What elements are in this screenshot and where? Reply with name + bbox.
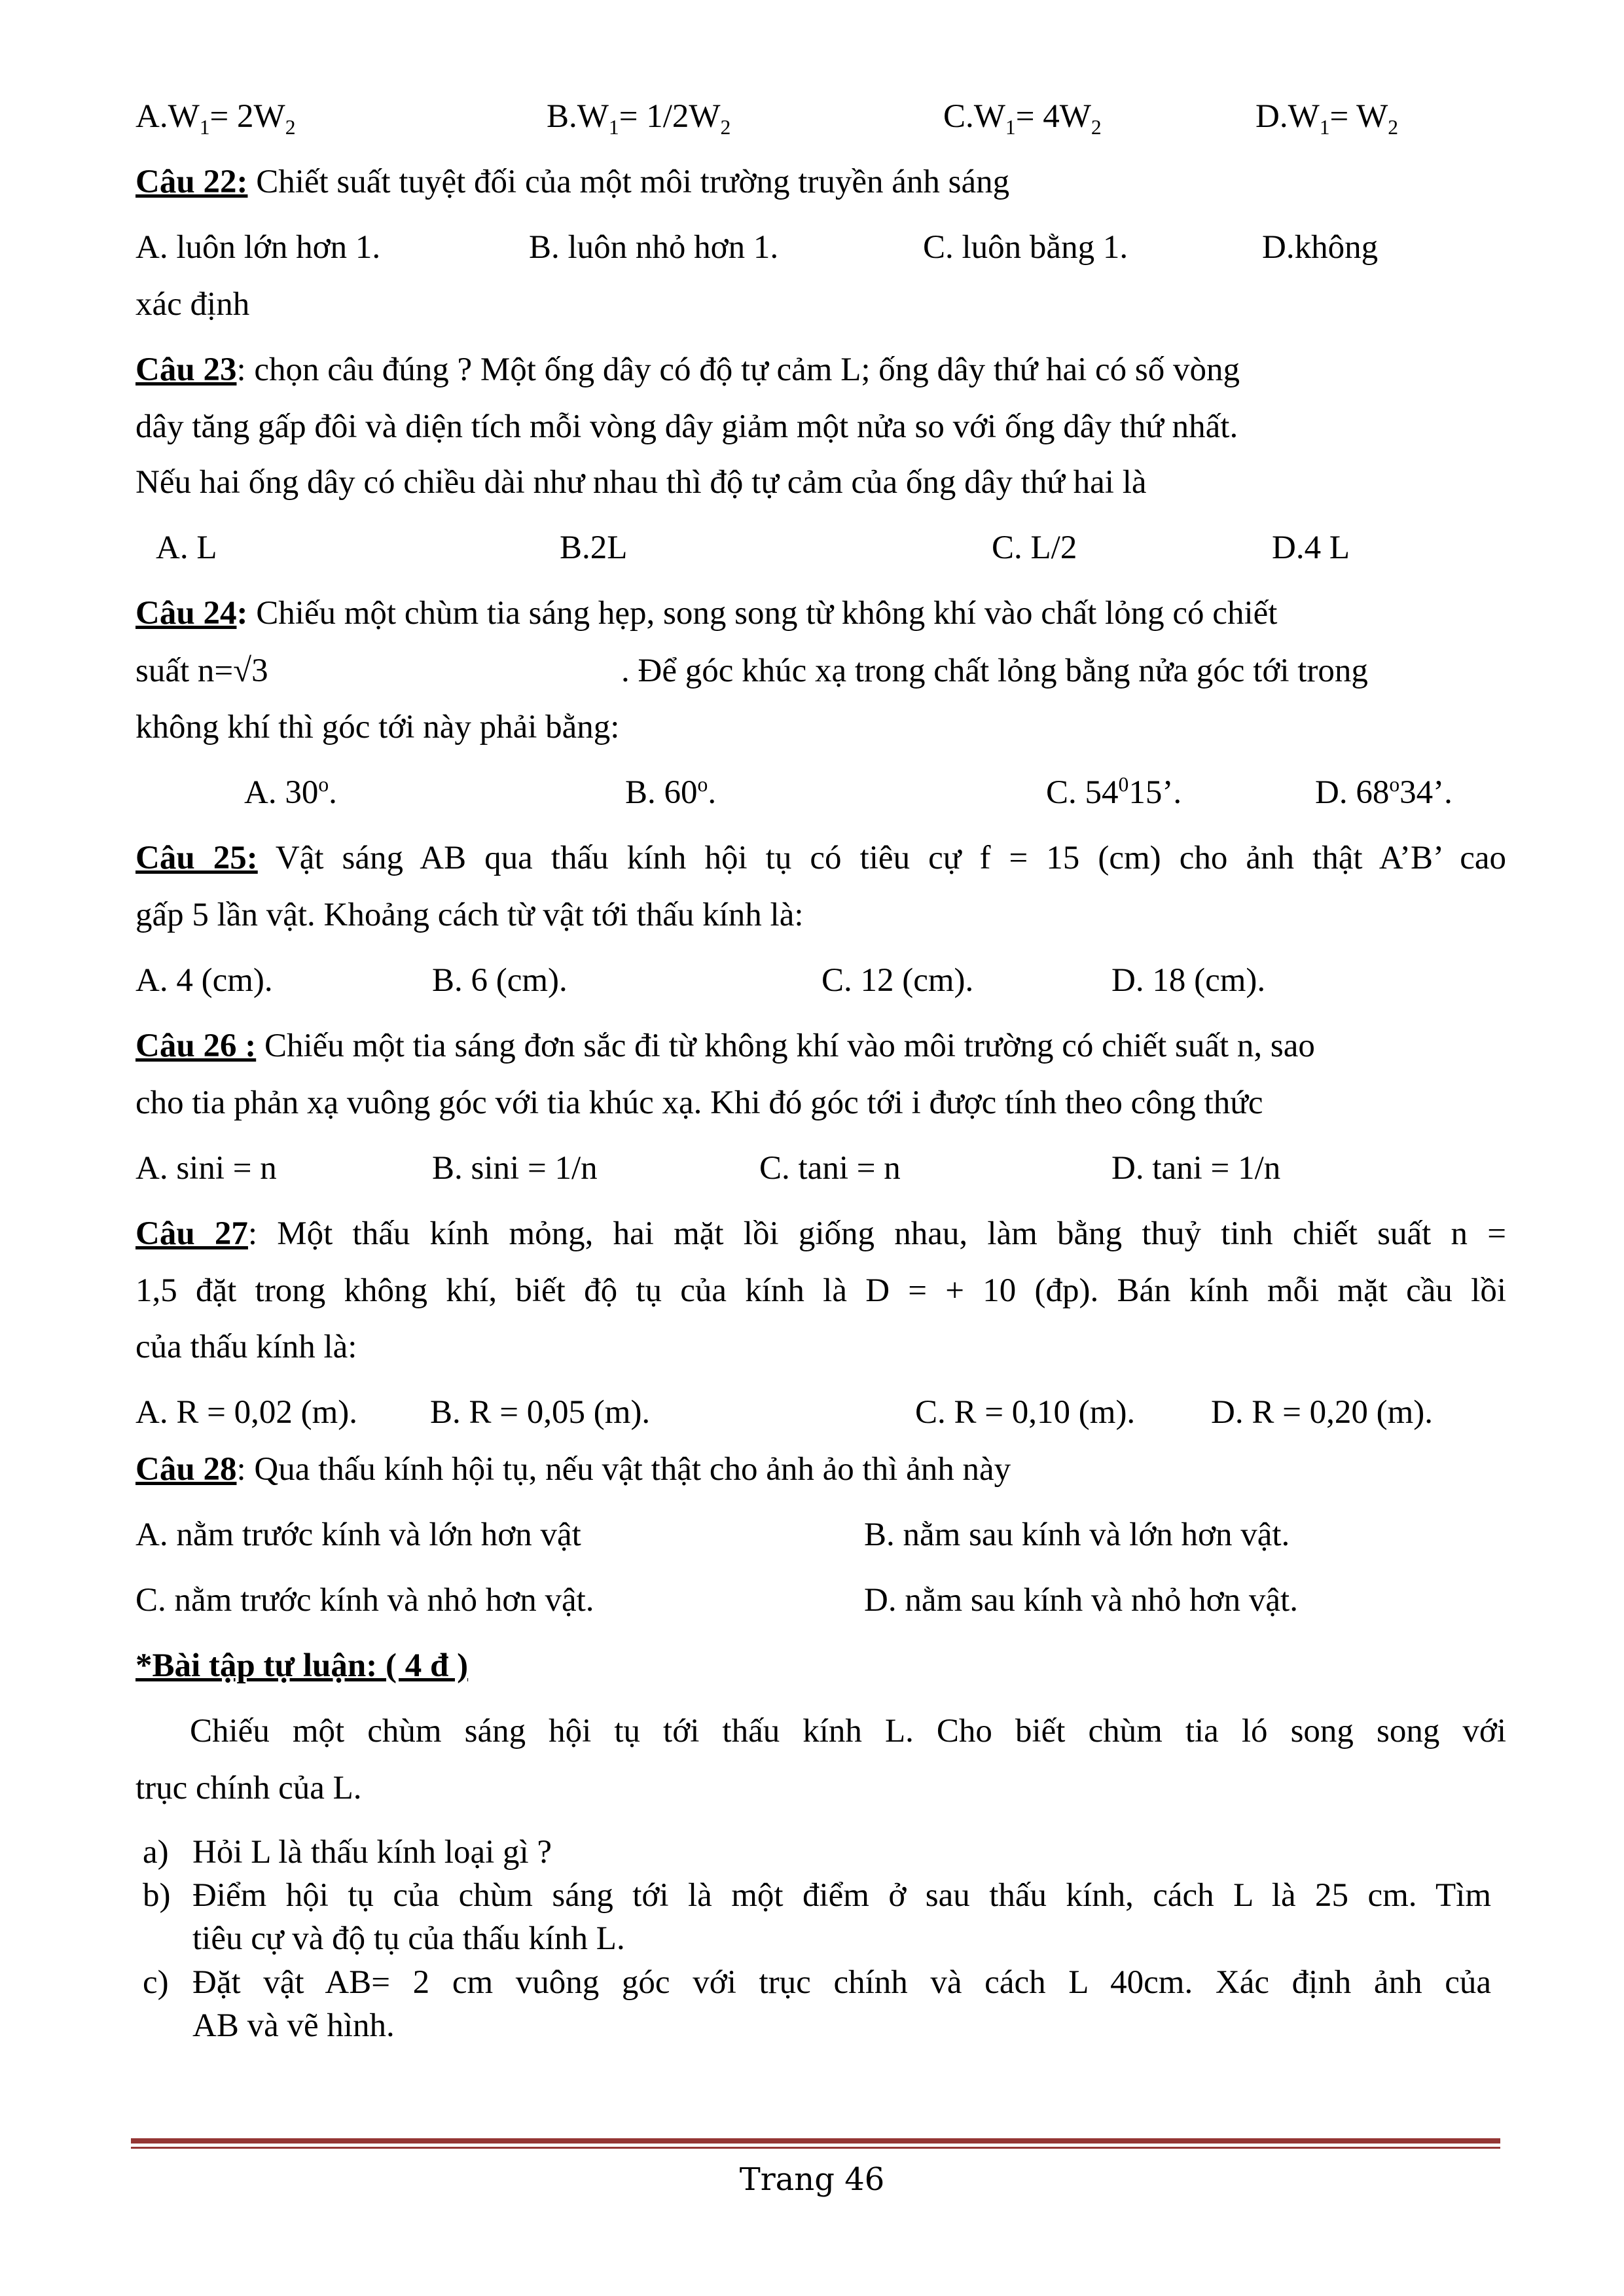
question-27-line-1: Câu 27: Một thấu kính mỏng, hai mặt lồi giống nhau, làm bằng thuỷ tinh chiết suất n = — [135, 1215, 1506, 1252]
q22-option-d-continued: xác định — [135, 286, 250, 323]
page-number: Trang 46 — [739, 2161, 885, 2198]
essay-item-c-marker: c) — [143, 1964, 169, 2001]
essay-intro-line-1: Chiếu một chùm sáng hội tụ tới thấu kính L. Cho biết chùm tia ló song song với — [190, 1713, 1506, 1749]
question-24-label: Câu 24 — [135, 595, 237, 632]
question-27-label: Câu 27 — [135, 1215, 248, 1252]
essay-item-c-line-1: Đặt vật AB= 2 cm vuông góc với trục chính và cách L 40cm. Xác định ảnh của — [192, 1964, 1491, 2001]
essay-intro-line-2: trục chính của L. — [135, 1770, 362, 1806]
q23-option-a: A. L — [156, 529, 217, 566]
question-22-label: Câu 22: — [135, 164, 248, 200]
question-23-line-3: Nếu hai ống dây có chiều dài như nhau thì độ tự cảm của ống dây thứ hai là — [135, 464, 1147, 501]
q27-option-c: C. R = 0,10 (m). — [915, 1394, 1136, 1431]
essay-item-a-text: Hỏi L là thấu kính loại gì ? — [192, 1834, 552, 1871]
question-24-line-1: Câu 24: Chiếu một chùm tia sáng hẹp, song song từ không khí vào chất lỏng có chiết — [135, 595, 1278, 632]
q21-option-a: $A.W_1= 2W_2$ — [135, 98, 296, 139]
essay-item-c-line-2: AB và vẽ hình. — [192, 2007, 395, 2044]
question-27-line-2: 1,5 đặt trong không khí, biết độ tụ của kính là D = + 10 (đp). Bán kính mỗi mặt cầu lồi — [135, 1272, 1506, 1309]
q26-option-b: B. sini = 1/n — [432, 1150, 598, 1187]
question-24-line-2a: suất n=√3 — [135, 653, 268, 689]
q24-option-c: C. $54^015$’. — [1046, 773, 1182, 811]
q28-option-c: C. nằm trước kính và nhỏ hơn vật. — [135, 1582, 594, 1619]
q23-option-d: D.4 L — [1272, 529, 1350, 566]
question-23-label: Câu 23 — [135, 351, 237, 388]
q23-option-b: B.2L — [560, 529, 628, 566]
q26-option-a: A. sini = n — [135, 1150, 277, 1187]
q26-option-c: C. tani = n — [759, 1150, 901, 1187]
essay-item-c — [143, 1961, 1491, 2047]
footer-rule-thin — [131, 2147, 1500, 2149]
q27-option-d: D. R = 0,20 (m). — [1211, 1394, 1433, 1431]
q24-option-b: B. 60$^o$. — [625, 773, 717, 811]
essay-title: *Bài tập tự luận: ( 4 đ ) — [135, 1647, 469, 1684]
q25-option-b: B. 6 (cm). — [432, 962, 568, 999]
q25-option-d: D. 18 (cm). — [1111, 962, 1266, 999]
question-23-line-2: dây tăng gấp đôi và diện tích mỗi vòng dây giảm một nửa so với ống dây thứ nhất. — [135, 408, 1238, 445]
q28-option-b: B. nằm sau kính và lớn hơn vật. — [864, 1516, 1290, 1553]
question-27-line-3: của thấu kính là: — [135, 1329, 357, 1365]
q25-option-a: A. 4 (cm). — [135, 962, 273, 999]
q23-option-c: C. L/2 — [992, 529, 1077, 566]
question-25-line-1: Câu 25: Vật sáng AB qua thấu kính hội tụ có tiêu cự f = 15 (cm) cho ảnh thật A’B’ cao — [135, 840, 1506, 876]
essay-item-b-line-1: Điểm hội tụ của chùm sáng tới là một điểm ở sau thấu kính, cách L là 25 cm. Tìm — [192, 1877, 1491, 1914]
question-26-label: Câu 26 : — [135, 1028, 257, 1064]
q28-option-d: D. nằm sau kính và nhỏ hơn vật. — [864, 1582, 1298, 1619]
question-25-line-2: gấp 5 lần vật. Khoảng cách từ vật tới thấu kính là: — [135, 897, 804, 933]
q21-option-b: $B.W_1= 1/2W_2$ — [547, 98, 731, 139]
footer-rule-thick — [131, 2138, 1500, 2144]
question-26-line-2: cho tia phản xạ vuông góc với tia khúc xạ. Khi đó góc tới i được tính theo công thức — [135, 1085, 1263, 1121]
q28-option-a: A. nằm trước kính và lớn hơn vật — [135, 1516, 581, 1553]
question-24-line-3: không khí thì góc tới này phải bằng: — [135, 709, 620, 745]
question-26-line-1: Câu 26 : Chiếu một tia sáng đơn sắc đi từ không khí vào môi trường có chiết suất n, sao — [135, 1028, 1315, 1064]
q22-option-d: D.không — [1262, 229, 1379, 266]
q25-option-c: C. 12 (cm). — [821, 962, 974, 999]
q22-option-b: B. luôn nhỏ hơn 1. — [529, 229, 779, 266]
q22-option-a: A. luôn lớn hơn 1. — [135, 229, 381, 266]
q24-option-a: A. 30$^o$. — [244, 773, 337, 811]
essay-item-b-marker: b) — [143, 1877, 171, 1914]
question-28-label: Câu 28 — [135, 1451, 237, 1488]
q27-option-a: A. R = 0,02 (m). — [135, 1394, 357, 1431]
question-23-line-1: Câu 23: chọn câu đúng ? Một ống dây có độ tự cảm L; ống dây thứ hai có số vòng — [135, 351, 1240, 388]
q26-option-d: D. tani = 1/n — [1111, 1150, 1281, 1187]
q24-option-d: D. 68$^o$34’. — [1315, 773, 1453, 811]
q22-option-c: C. luôn bằng 1. — [923, 229, 1128, 266]
essay-item-a-marker: a) — [143, 1834, 169, 1871]
essay-item-b-line-2: tiêu cự và độ tụ của thấu kính L. — [192, 1920, 625, 1957]
question-22: Câu 22: Chiết suất tuyệt đối của một môi trường truyền ánh sáng — [135, 164, 1010, 200]
question-24-line-2b: . Để góc khúc xạ trong chất lỏng bằng nửa góc tới trong — [621, 653, 1368, 689]
essay-item-b — [143, 1874, 1491, 1960]
question-25-label: Câu 25: — [135, 840, 258, 876]
q21-option-d: $D.W_1= W_2$ — [1255, 98, 1399, 139]
q21-option-c: $C.W_1= 4W_2$ — [943, 98, 1102, 139]
q27-option-b: B. R = 0,05 (m). — [430, 1394, 651, 1431]
question-28: Câu 28: Qua thấu kính hội tụ, nếu vật thật cho ảnh ảo thì ảnh này — [135, 1451, 1011, 1488]
essay-item-a — [143, 1831, 1491, 1874]
